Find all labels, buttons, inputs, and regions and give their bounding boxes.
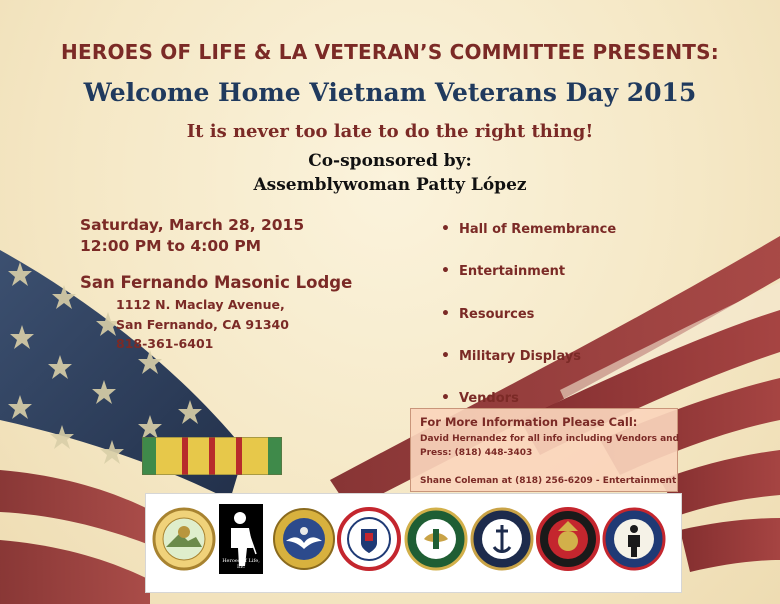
- air-force-seal-icon: [272, 507, 336, 571]
- feature-item: • Resources: [441, 307, 616, 349]
- national-guard-seal-icon: [602, 507, 666, 571]
- vietnam-service-ribbon-icon: [142, 437, 282, 475]
- header-presents: HEROES OF LIFE & LA VETERAN’S COMMITTEE PRESENTS:: [61, 40, 719, 64]
- address-line-1: 1112 N. Maclay Avenue,: [116, 297, 285, 312]
- feature-item: • Vendors: [441, 391, 616, 433]
- tagline: It is never too late to do the right thing!: [186, 121, 594, 142]
- venue-name: San Fernando Masonic Lodge: [80, 273, 353, 292]
- california-seal-icon: [152, 507, 216, 571]
- heroes-of-life-logo-icon: [219, 504, 263, 574]
- contact-info-box: [410, 408, 678, 492]
- heroes-of-life-caption: Heroes of Life, Inc: [222, 558, 260, 570]
- feature-item: • Military Displays: [441, 349, 616, 391]
- address-line-2: San Fernando, CA 91340: [116, 317, 289, 332]
- coast-guard-seal-icon: [337, 507, 401, 571]
- features-list: [441, 222, 616, 433]
- contact-line: Shane Coleman at (818) 256-6209 - Entertainment: [420, 476, 677, 486]
- sponsor-seals-strip: [145, 493, 682, 593]
- event-date: Saturday, March 28, 2015: [80, 216, 305, 234]
- cosponsor-name: Assemblywoman Patty López: [253, 175, 527, 195]
- contact-line: David Hernandez for all info including Vendors and: [420, 434, 680, 444]
- navy-seal-icon: [470, 507, 534, 571]
- cosponsor-label: Co-sponsored by:: [308, 151, 472, 171]
- event-title: Welcome Home Vietnam Veterans Day 2015: [83, 78, 697, 107]
- marine-corps-seal-icon: [536, 507, 600, 571]
- feature-item: • Hall of Remembrance: [441, 222, 616, 264]
- feature-item: • Entertainment: [441, 264, 616, 306]
- venue-phone: 818-361-6401: [116, 336, 214, 351]
- army-seal-icon: [404, 507, 468, 571]
- contact-heading: For More Information Please Call:: [420, 415, 638, 429]
- event-time: 12:00 PM to 4:00 PM: [80, 237, 262, 255]
- contact-line: Press: (818) 448-3403: [420, 448, 533, 458]
